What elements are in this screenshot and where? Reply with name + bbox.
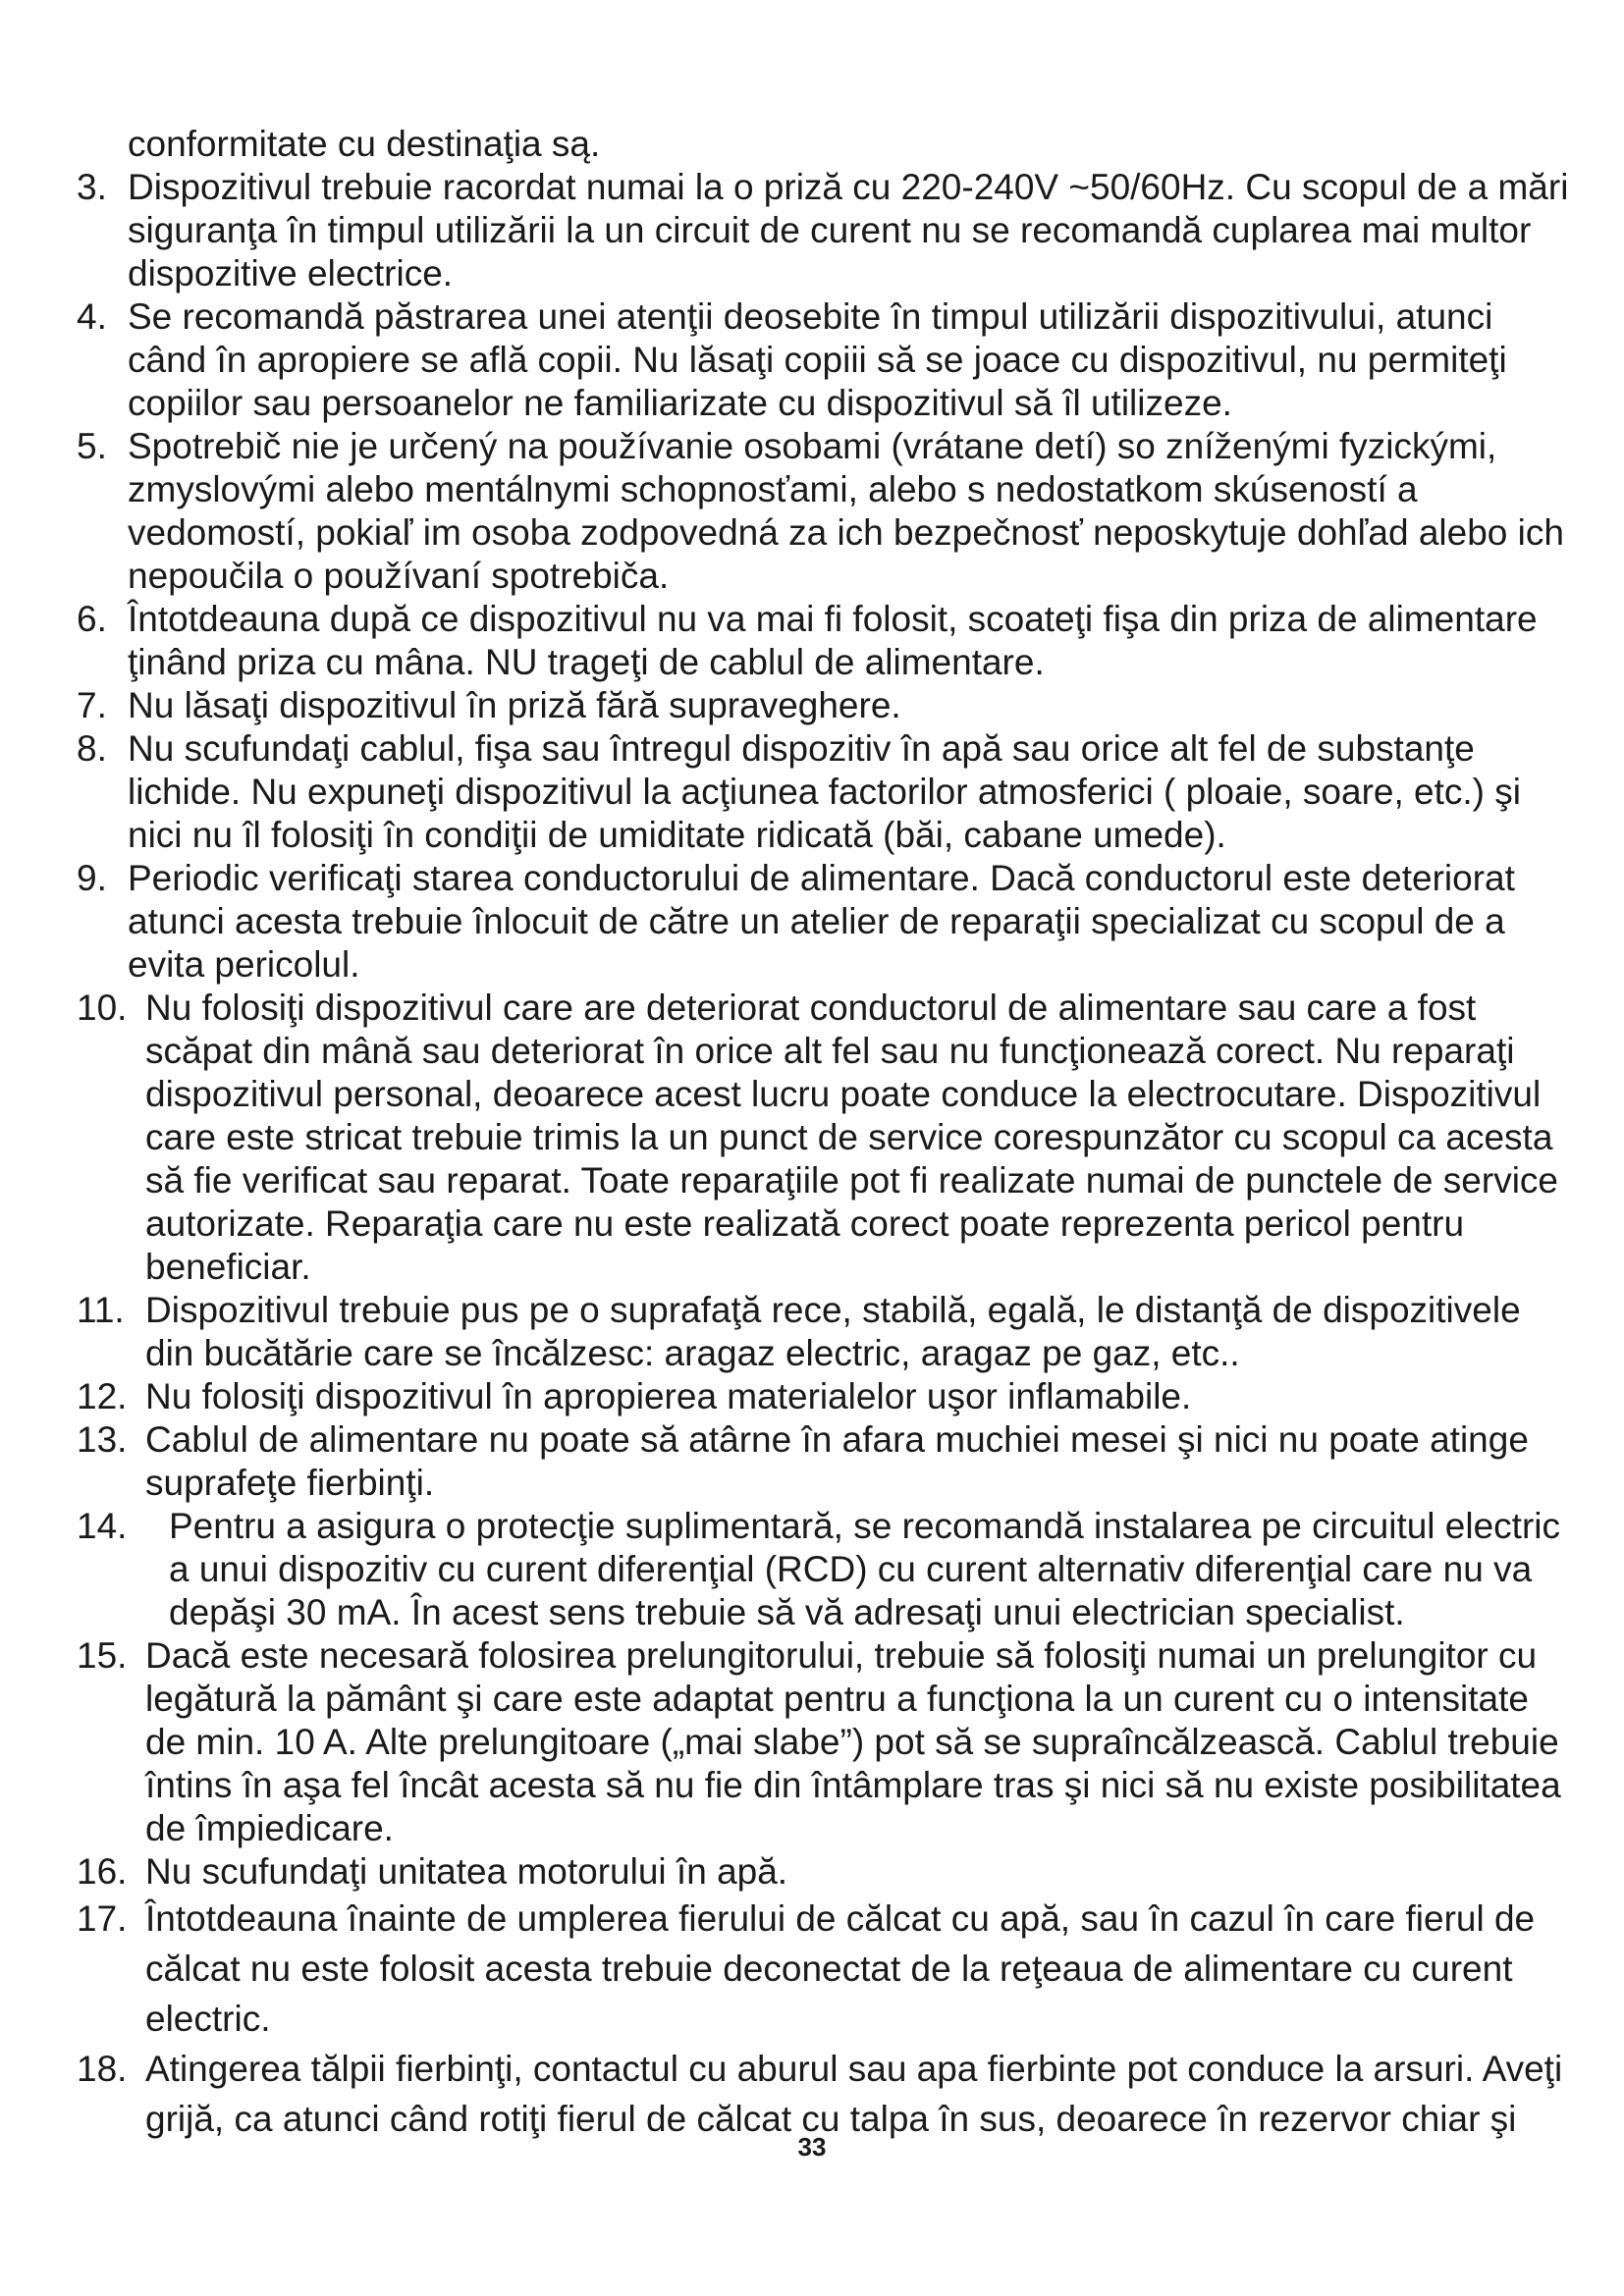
item-number: 12. (77, 1376, 128, 1416)
safety-instructions-list (77, 166, 1569, 2144)
item-text: Cablul de alimentare nu poate să atârne în afara muchiei mesei şi nici nu poate atinge suprafeţe fierbinţi. (145, 1419, 1529, 1503)
list-item (77, 1375, 1569, 1418)
list-item (77, 425, 1569, 598)
list-item (77, 1505, 1569, 1634)
item-number: 15. (77, 1635, 128, 1676)
item-number: 4. (77, 296, 107, 337)
list-item (77, 598, 1569, 684)
list-item (77, 684, 1569, 727)
list-item (77, 1289, 1569, 1375)
item-number: 14. (77, 1506, 128, 1546)
item-text: Nu scufundaţi unitatea motorului în apă. (145, 1851, 788, 1892)
list-item (77, 1894, 1569, 2044)
item-text: Întotdeauna după ce dispozitivul nu va mai fi folosit, scoateţi fişa din priza de alimentare ţinând priza cu mâna. NU trageţi de cablul de alimentare. (128, 599, 1538, 682)
item-text: Atingerea tălpii fierbinţi, contactul cu aburul sau apa fierbinte pot conduce la arsuri. Aveţi grijă, ca atunci când rotiţi fierul de călcat cu talpa în sus, deoarece în rezervor chiar şi (145, 2049, 1563, 2139)
item-number: 3. (77, 167, 107, 207)
item-number: 10. (77, 988, 128, 1028)
item-number: 7. (77, 685, 107, 725)
item-number: 9. (77, 858, 107, 898)
list-item (77, 295, 1569, 425)
list-item (77, 857, 1569, 987)
item-number: 13. (77, 1419, 128, 1460)
item-text: Dispozitivul trebuie pus pe o suprafaţă rece, stabilă, egală, le distanţă de dispozitivele din bucătărie care se încălzesc: aragaz electric, aragaz pe gaz, etc.. (145, 1290, 1521, 1373)
list-item (77, 166, 1569, 295)
item-number: 8. (77, 728, 107, 769)
item-text: Periodic verificaţi starea conductorului de alimentare. Dacă conductorul este deteriorat atunci acesta trebuie înlocuit de către un atelier de reparaţii specializat cu scopul de a evita pericolul. (128, 858, 1515, 985)
list-item (77, 1418, 1569, 1505)
item-number: 6. (77, 599, 107, 639)
item-number: 17. (77, 1898, 128, 1939)
item-number: 11. (77, 1290, 125, 1330)
instructions-body (77, 123, 1569, 2144)
item-text: Nu lăsaţi dispozitivul în priză fără supraveghere. (128, 685, 901, 725)
item-number: 18. (77, 2049, 128, 2089)
item-text: Spotrebič nie je určený na používanie osobami (vrátane detí) so zníženými fyzickými, zmyslovými alebo mentálnymi schopnosťami, alebo s nedostatkom skúseností a vedomostí, pokiaľ im osoba zodpovedná za ich bezpečnosť neposkytuje dohľad alebo ich nepoučila o používaní spotrebiča. (128, 426, 1564, 596)
list-item (77, 2044, 1569, 2144)
item-text: Dacă este necesară folosirea prelungitorului, trebuie să folosiţi numai un prelungitor cu legătură la pământ şi care este adaptat pentru a funcţiona la un curent cu o intensitate de min. 10 A. Alte prelungitoare („mai slabe”) pot să se supraîncălzească. Cablul trebuie întins în aşa fel încât acesta să nu fie din întâmplare tras şi nici să nu existe posibilitatea de împiedicare. (145, 1635, 1561, 1848)
item-number: 16. (77, 1851, 128, 1892)
list-item (77, 1634, 1569, 1850)
continuation-line: conformitate cu destinaţia są. (128, 124, 601, 164)
list-item (77, 1850, 1569, 1894)
item-number: 5. (77, 426, 107, 466)
list-item (77, 987, 1569, 1289)
item-text: Întotdeauna înainte de umplerea fierului de călcat cu apă, sau în cazul în care fierul de călcat nu este folosit acesta trebuie deconectat de la reţeaua de alimentare cu curent electric. (145, 1898, 1536, 2039)
item-text: Dispozitivul trebuie racordat numai la o priză cu 220-240V ~50/60Hz. Cu scopul de a mări siguranţa în timpul utilizării la un circuit de curent nu se recomandă cuplarea mai multor dispozitive electrice. (128, 167, 1569, 294)
item-text: Nu folosiţi dispozitivul în apropierea materialelor uşor inflamabile. (145, 1376, 1192, 1416)
item-text: Nu folosiţi dispozitivul care are deteriorat conductorul de alimentare sau care a fost scăpat din mână sau deteriorat în orice alt fel sau nu funcţionează corect. Nu reparaţi dispozitivul personal, deoarece acest lucru poate conduce la electrocutare. Dispozitivul care este stricat trebuie trimis la un punct de service corespunzător cu scopul ca acesta să fie verificat sau reparat. Toate reparaţiile pot fi realizate numai de punctele de service autorizate. Reparaţia care nu este realizată corect poate reprezenta pericol pentru beneficiar. (145, 988, 1558, 1287)
item-text: Pentru a asigura o protecţie suplimentară, se recomandă instalarea pe circuitul electric a unui dispozitiv cu curent diferenţial (RCD) cu curent alternativ diferenţial care nu va depăşi 30 mA. În acest sens trebuie să vă adresaţi unui electrician specialist. (169, 1506, 1561, 1632)
page-number: 33 (797, 2132, 827, 2162)
list-item (77, 727, 1569, 857)
item-text: Se recomandă păstrarea unei atenţii deosebite în timpul utilizării dispozitivului, atunci când în apropiere se află copii. Nu lăsaţi copiii să se joace cu dispozitivul, nu permiteţi copiilor sau persoanelor ne familiarizate cu dispozitivul să îl utilizeze. (128, 296, 1507, 423)
item-text: Nu scufundaţi cablul, fişa sau întregul dispozitiv în apă sau orice alt fel de substanţe lichide. Nu expuneţi dispozitivul la acţiunea factorilor atmosferici ( ploaie, soare, etc.) şi nici nu îl folosiţi în condiţii de umiditate ridicată (băi, cabane umede). (128, 728, 1521, 855)
